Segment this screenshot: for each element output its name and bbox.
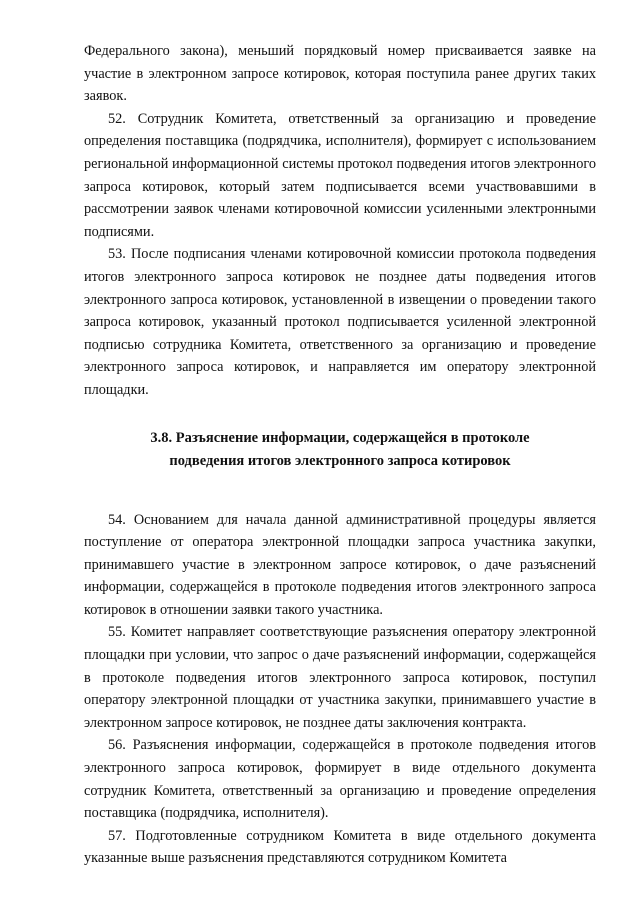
section-heading-line-2: подведения итогов электронного запроса котировок — [169, 452, 511, 469]
section-heading — [84, 427, 596, 473]
paragraph-54: 54. Основанием для начала данной административной процедуры является поступление от оператора электронной площадки запроса участника закупки, принимавшего участие в электронном запросе котировок, о даче разъяснений информации, содержащейся в протоколе подведения итогов электронного запроса котировок в отношении заявки такого участника. — [84, 511, 596, 618]
paragraph-57: 57. Подготовленные сотрудником Комитета в виде отдельного документа указанные выше разъяснения представляются сотрудником Комитета — [84, 827, 596, 867]
section-heading-line-1: 3.8. Разъяснение информации, содержащейся в протоколе — [150, 429, 530, 446]
document-page — [84, 40, 596, 870]
paragraph-52: 52. Сотрудник Комитета, ответственный за организацию и проведение определения поставщика (подрядчика, исполнителя), формирует с использованием региональной информационной системы протокол подведения итогов электронного запроса котировок, который затем подписывается всеми участвовавшими в рассмотрении заявок членами котировочной комиссии усиленными электронными подписями. — [84, 110, 596, 240]
paragraph-56: 56. Разъяснения информации, содержащейся в протоколе подведения итогов электронного запроса котировок, формирует в виде отдельного документа сотрудник Комитета, ответственный за организацию и проведение определения поставщика (подрядчика, исполнителя). — [84, 737, 596, 822]
paragraph-55: 55. Комитет направляет соответствующие разъяснения оператору электронной площадки при условии, что запрос о даче разъяснений информации, содержащейся в протоколе подведения итогов электронного запроса котировок, поступил оператору электронной площадки от участника закупки, принимавшего участие в электронном запросе котировок, не позднее даты заключения контракта. — [84, 624, 596, 731]
paragraph-53: 53. После подписания членами котировочной комиссии протокола подведения итогов электронного запроса котировок не позднее даты подведения итогов электронного запроса котировок, установленной в извещении о проведении такого запроса котировок, указанный протокол подписывается усиленной электронной подписью сотрудника Комитета, ответственного за организацию и проведение электронного запроса котировок, и направляется им оператору электронной площадки. — [84, 246, 596, 398]
paragraph-continuation: Федерального закона), меньший порядковый номер присваивается заявке на участие в электронном запросе котировок, которая поступила ранее других таких заявок. — [84, 43, 596, 105]
